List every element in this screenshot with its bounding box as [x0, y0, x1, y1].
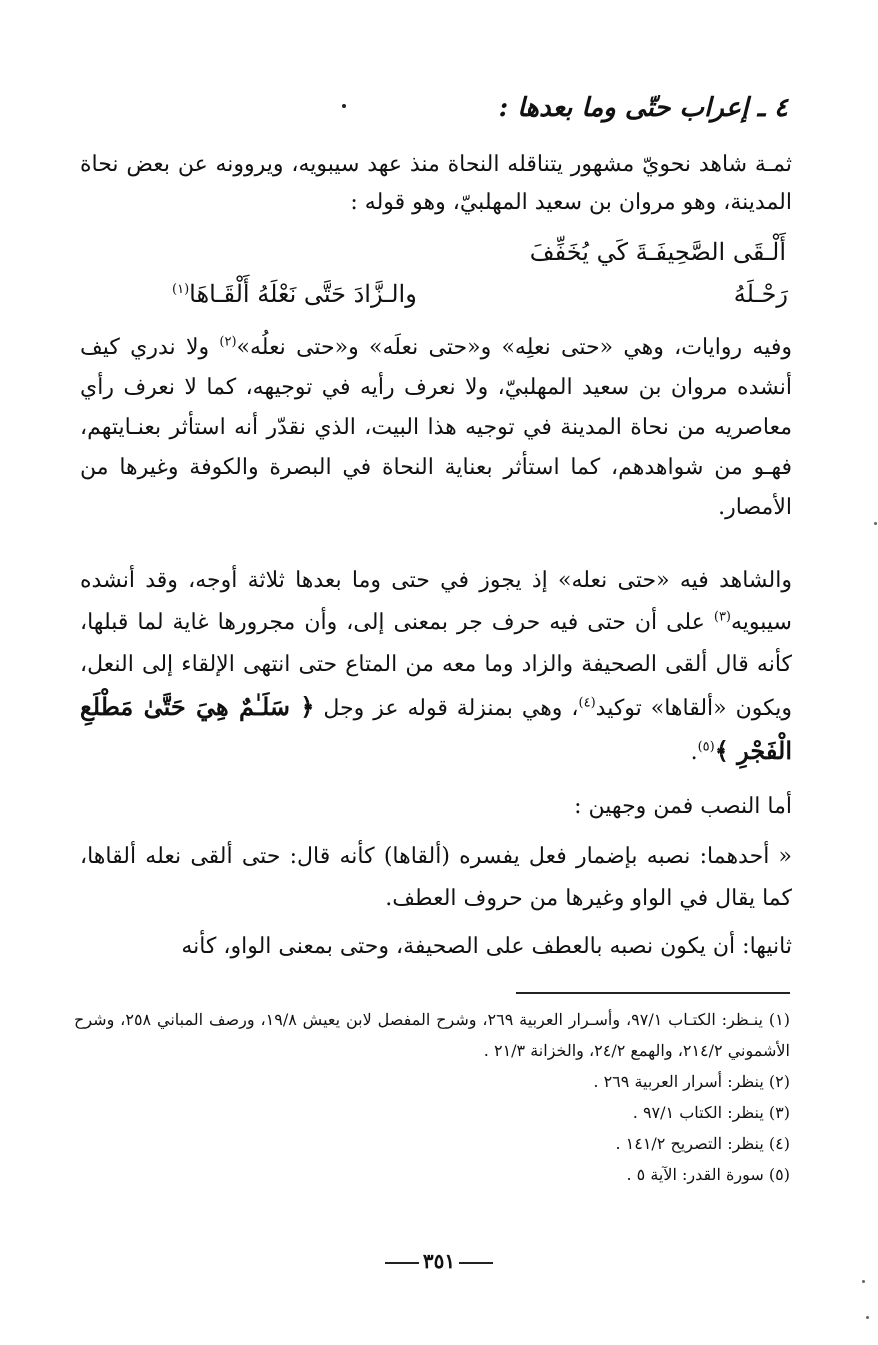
footnote-divider	[516, 992, 790, 994]
verse-line-2-left	[172, 274, 417, 314]
paragraph-narrations	[80, 328, 792, 528]
paragraph-intro: ثمـة شاهد نحويّ مشهور يتناقله النحاة منذ عهد سيبويه، ويروونه عن بعض نحاة المدينة، وهو مروان بن سعيد المهلبيّ، وهو قوله :	[80, 152, 792, 215]
paragraph-second-way: ثانيها: أن يكون نصبه بالعطف على الصحيفة، وحتى بمعنى الواو، كأنه	[181, 934, 792, 959]
footnote-item: (١) ينـظر: الكتـاب ٩٧/١، وأسـرار العربية ٢٦٩، وشرح المفصل لابن يعيش ١٩/٨، ورصف المباني ٢٥٨، وشرح الأشموني ٢١٤/٢، والهمع ٢٤/٢، والخزانة ٢١/٣ .	[74, 1010, 790, 1060]
footnote-item: (٢) ينظر: أسرار العربية ٢٦٩ .	[593, 1072, 790, 1091]
verse-line-1: أَلْـقَى الصَّحِيفَـةَ كَي يُخَفِّفَ	[529, 238, 786, 266]
footnote-item: (٤) ينظر: التصريح ١٤١/٢ .	[615, 1134, 790, 1153]
paragraph-text: على أن حتى فيه حرف جر بمعنى إلى، وأن مجرورها غاية لما قبلها، كأنه قال ألقى الصحيفة والزاد وما معه من المتاع حتى انتهى الإلقاء إلى النعل، ويكون «ألقاها» توكيد	[80, 610, 792, 721]
footnote-item: (٣) ينظر: الكتاب ٩٧/١ .	[632, 1103, 790, 1122]
paragraph-text: ، وهي بمنزلة قوله عز وجل	[314, 696, 579, 721]
paragraph-first-way: « أحدهما: نصبه بإضمار فعل يفسره (ألقاها) كأنه قال: حتى ألقى نعله ألقاها، كما يقال في الواو وغيرها من حروف العطف.	[80, 844, 792, 911]
ink-dot	[342, 104, 346, 108]
page-number-dash	[385, 1262, 419, 1264]
paragraph-text: والشاهد فيه «حتى نعله» إذ يجوز في حتى وما بعدها ثلاثة أوجه، وقد أنشده سيبويه	[80, 568, 792, 635]
footnote-ref: (٤)	[578, 695, 596, 711]
page-number	[0, 1246, 878, 1276]
section-heading: ٤ ـ إعراب حتّى وما بعدها :	[498, 93, 788, 123]
scan-speck	[862, 1280, 865, 1283]
paragraph-accusative-intro: أما النصب فمن وجهين :	[574, 794, 792, 819]
footnote-ref: (٢)	[219, 334, 237, 350]
footnote-ref: (١)	[172, 282, 190, 297]
page-number-text: ٣٥١	[422, 1249, 456, 1273]
scan-speck	[874, 522, 877, 525]
paragraph-evidence	[80, 560, 792, 774]
scan-speck	[866, 1316, 869, 1319]
page-number-dash	[459, 1262, 493, 1264]
verse-line-2-right: رَحْـلَهُ	[733, 280, 788, 308]
paragraph-text: ولا ندري كيف أنشده مروان بن سعيد المهلبيّ، ولا نعرف رأيه في توجيهه، كما لا نعرف رأي معاصريه من نحاة المدينة في توجيه هذا البيت، الذي نقدّر أنه استأثر بعنـايتهم، فهـو من شواهدهم، كما استأثر بعناية النحاة في البصرة والكوفة وغيرها من الأمصار.	[80, 335, 793, 520]
footnote-item: (٥) سورة القدر: الآية ٥ .	[626, 1165, 790, 1184]
footnote-ref: (٥)	[697, 739, 715, 755]
verse-text: والـزَّادَ حَتَّى نَعْلَهُ أَلْقَـاهَا	[189, 280, 417, 308]
footnote-ref: (٣)	[713, 609, 731, 625]
paragraph-text: وفيه روايات، وهي «حتى نعلِه» و«حتى نعلَه» و«حتى نعلُه»	[236, 335, 792, 360]
quran-quote: ﴿ سَلَـٰمٌ هِيَ حَتَّىٰ مَطْلَعِ الْفَجْرِ ﴾	[80, 692, 792, 765]
paragraph-text: .	[690, 740, 698, 765]
verse-line-2	[82, 274, 788, 314]
footnotes	[74, 1004, 790, 1190]
